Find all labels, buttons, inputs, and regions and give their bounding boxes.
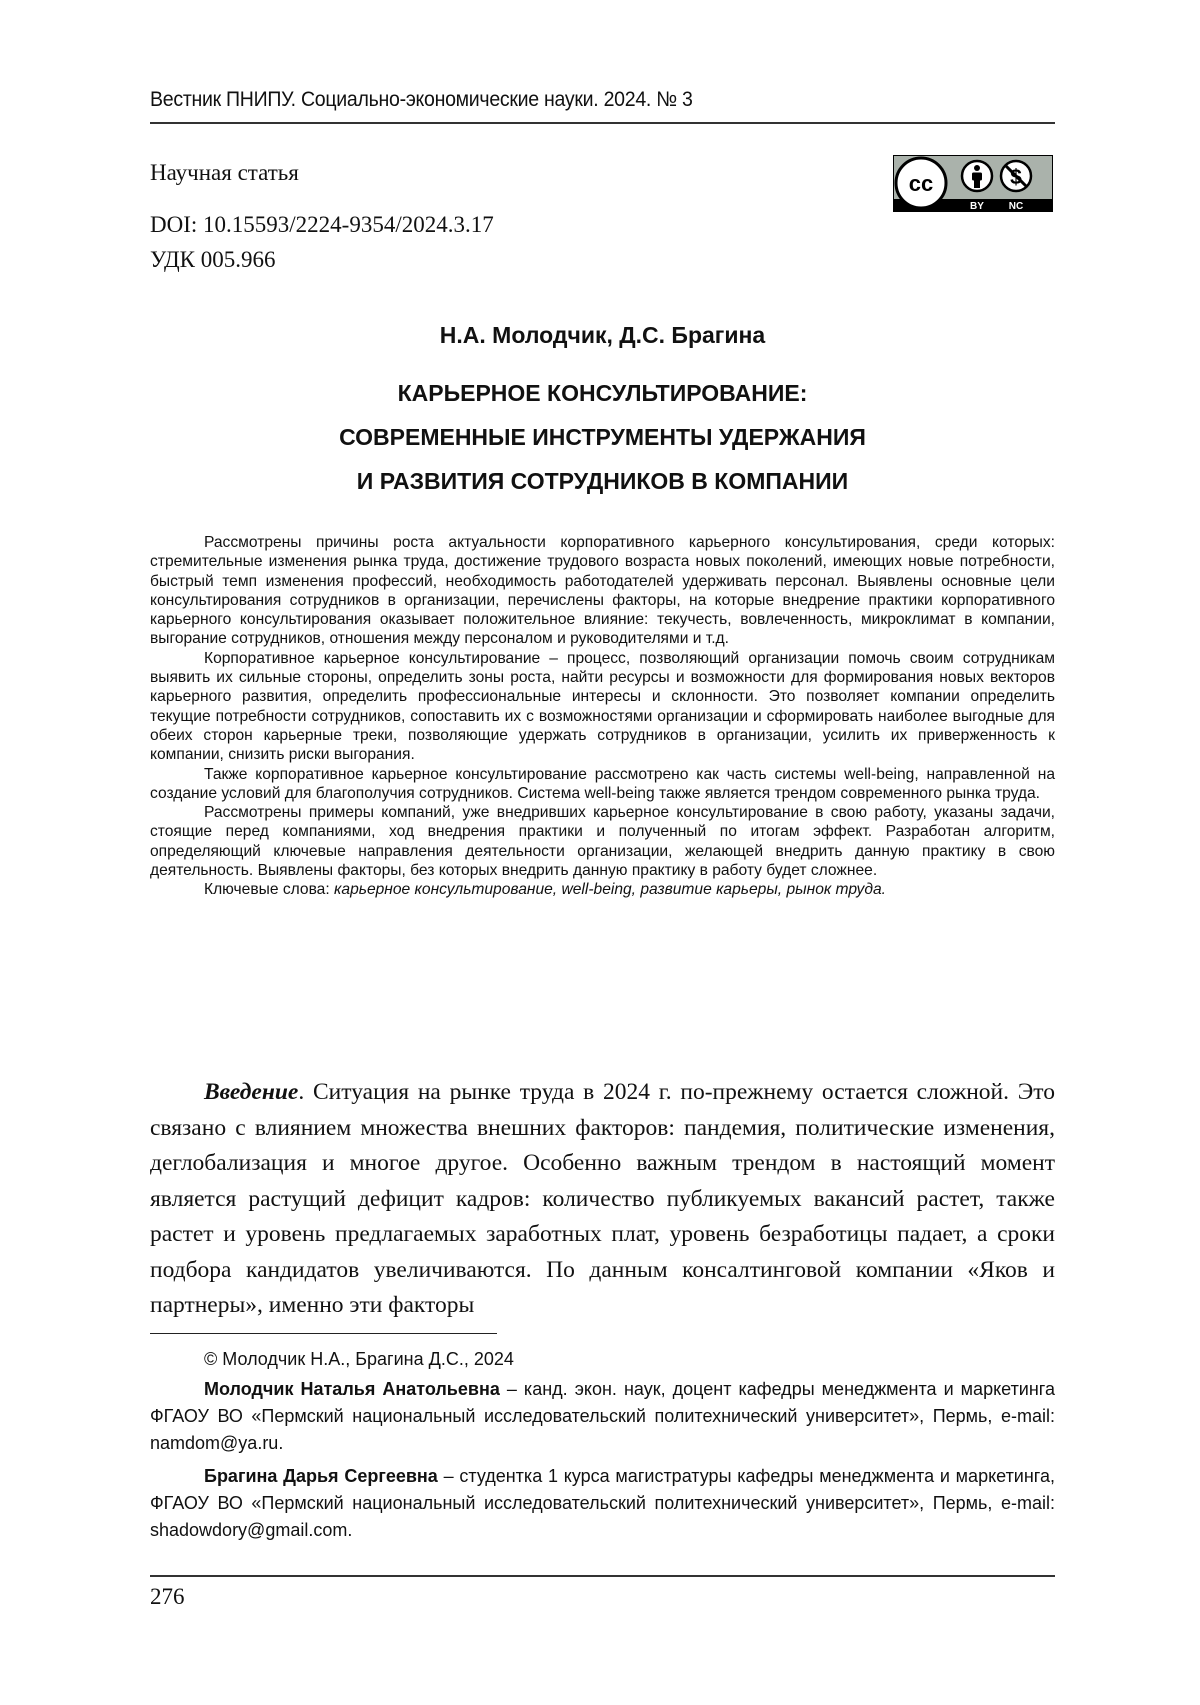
abstract-paragraph: Также корпоративное карьерное консультирование рассмотрено как часть системы well-being, направленной на создание условий для благополучия сотрудников. Система well-being также является трендом современного рынка труда. [150,765,1055,804]
introduction [150,1075,1055,1324]
doi: DOI: 10.15593/2224-9354/2024.3.17 [150,212,494,238]
nc-label: NC [1009,201,1023,212]
abstract-paragraph: Рассмотрены примеры компаний, уже внедривших карьерное консультирование в свою работу, указаны задачи, стоящие перед компаниями, ход внедрения практики и полученный по итогам эффект. Разработан алгоритм, определяющий ключевые направления деятельности организации, желающей внедрить данную практику в свою деятельность. Выявлены факторы, без которых внедрить данную практику в работу будет сложнее. [150,803,1055,880]
author-name: Брагина Дарья Сергеевна [204,1466,438,1486]
keywords-list: карьерное консультирование, well-being, развитие карьеры, рынок труда. [334,881,886,898]
footer-divider [150,1575,1055,1577]
journal-page [0,0,1200,1705]
author-affiliation: – канд. экон. наук, доцент кафедры менеджмента и маркетинга ФГАОУ ВО «Пермский национальный исследовательский политехнический университет», Пермь, e-mail: namdom@ya.ru. [150,1379,1055,1453]
udk: УДК 005.966 [150,247,276,273]
author-note [150,1463,1055,1544]
title-line: И РАЗВИТИЯ СОТРУДНИКОВ В КОМПАНИИ [150,459,1055,503]
abstract [150,533,1055,900]
by-label: BY [970,201,984,212]
keywords [150,880,1055,899]
keywords-label: Ключевые слова: [204,881,330,898]
nc-noncommercial-icon [1001,161,1031,191]
footnote-divider [150,1333,497,1334]
title-line: КАРЬЕРНОЕ КОНСУЛЬТИРОВАНИЕ: [150,371,1055,415]
authors: Н.А. Молодчик, Д.С. Брагина [150,322,1055,349]
cc-icon-label: cc [909,171,933,196]
author-note [150,1376,1055,1457]
article-title [150,371,1055,503]
intro-heading: Введение [204,1079,298,1105]
author-affiliation: – студентка 1 курса магистратуры кафедры менеджмента и маркетинга, ФГАОУ ВО «Пермский национальный исследовательский политехнический университет», Пермь, e-mail: shadowdory@gmail.com. [150,1466,1055,1540]
footnotes [150,1346,1055,1550]
running-title: Вестник ПНИПУ. Социально-экономические науки. 2024. № 3 [150,88,987,112]
intro-paragraph [150,1075,1055,1324]
author-name: Молодчик Наталья Анатольевна [204,1379,500,1399]
title-line: СОВРЕМЕННЫЕ ИНСТРУМЕНТЫ УДЕРЖАНИЯ [150,415,1055,459]
abstract-paragraph: Корпоративное карьерное консультирование – процесс, позволяющий организации помочь своим сотрудникам выявить их сильные стороны, определить зоны роста, найти ресурсы и возможности для формирования новых векторов карьерного развития, определить профессиональные интересы и склонности. Это позволяет компании определить текущие потребности сотрудников, сопоставить их с возможностями организации и сформировать наиболее выгодные для обеих сторон карьерные треки, позволяющие удержать сотрудников в организации, усилить их приверженность к компании, снизить риски выгорания. [150,649,1055,765]
page-number: 276 [150,1584,185,1610]
abstract-paragraph: Рассмотрены причины роста актуальности корпоративного карьерного консультирования, среди которых: стремительные изменения рынка труда, достижение трудового возраста новых поколений, имеющих новые потребности, быстрый темп изменения профессий, необходимость работодателей удерживать персонал. Выявлены основные цели консультирования сотрудников в организации, перечислены факторы, на которые внедрение практики корпоративного карьерного консультирования оказывает положительное влияние: текучесть, вовлеченность, микроклимат в компании, выгорание сотрудников, отношения между персоналом и руководителями и т.д. [150,533,1055,649]
header-divider [150,122,1055,124]
by-attribution-icon [962,161,992,191]
copyright-notice: © Молодчик Н.А., Брагина Д.С., 2024 [150,1346,1055,1373]
article-type: Научная статья [150,160,299,186]
cc-by-nc-license-badge [893,155,1053,212]
intro-text: . Ситуация на рынке труда в 2024 г. по-прежнему остается сложной. Это связано с влиянием множества внешних факторов: пандемия, политические изменения, деглобализация и многое другое. Особенно важным трендом в настоящий момент является растущий дефицит кадров: количество публикуемых вакансий растет, также растет и уровень предлагаемых заработных плат, уровень безработицы падает, а сроки подбора кандидатов увеличиваются. По данным консалтинговой компании «Яков и партнеры», именно эти факторы [150,1079,1055,1318]
